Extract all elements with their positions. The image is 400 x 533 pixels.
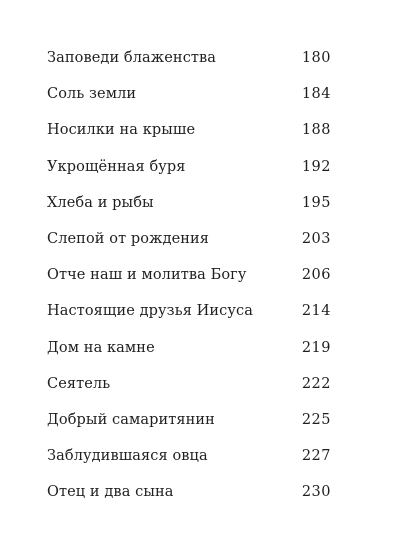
toc-entry bbox=[47, 185, 331, 221]
toc-entry bbox=[47, 221, 331, 257]
toc-entry-page-number: 180 bbox=[301, 50, 331, 66]
toc-entry-title: Сеятель bbox=[47, 375, 111, 392]
toc-entry-page-number: 227 bbox=[301, 448, 331, 465]
toc-entry bbox=[47, 438, 331, 474]
toc-entry bbox=[47, 293, 331, 329]
toc-entry-page-number: 222 bbox=[301, 375, 331, 392]
toc-entry bbox=[47, 402, 331, 438]
toc-entry bbox=[47, 366, 331, 402]
toc-entry-title: Настоящие друзья Иисуса bbox=[47, 303, 253, 320]
toc-entry-title: Укрощённая буря bbox=[47, 158, 186, 175]
toc-entry-title: Отец и два сына bbox=[47, 484, 174, 501]
toc-entry-title: Отче наш и молитва Богу bbox=[47, 267, 247, 284]
toc-entry-title: Дом на камне bbox=[47, 339, 155, 356]
toc-entry bbox=[47, 40, 331, 76]
toc-entry bbox=[47, 257, 331, 293]
toc-entry-title: Носилки на крыше bbox=[47, 122, 196, 139]
toc-entry bbox=[47, 112, 331, 148]
toc-entry bbox=[47, 149, 331, 185]
toc-entry bbox=[47, 330, 331, 366]
toc-entry-title: Заблудившаяся овца bbox=[47, 448, 208, 465]
toc-entry-title: Соль земли bbox=[47, 86, 137, 103]
toc-entry-title: Слепой от рождения bbox=[47, 230, 210, 247]
toc-entry-page-number: 195 bbox=[301, 194, 331, 211]
toc-entry-title: Заповеди блаженства bbox=[47, 50, 217, 66]
toc-entry-page-number: 219 bbox=[301, 339, 331, 356]
toc-entry-page-number: 184 bbox=[301, 86, 331, 103]
toc-entry-page-number: 214 bbox=[301, 303, 331, 320]
toc-entry-title: Хлеба и рыбы bbox=[47, 194, 154, 211]
toc-entry bbox=[47, 474, 331, 510]
toc-entry-page-number: 188 bbox=[301, 122, 331, 139]
toc-entry-page-number: 206 bbox=[301, 267, 331, 284]
toc-entry-page-number: 225 bbox=[301, 411, 331, 428]
toc-entry-page-number: 192 bbox=[301, 158, 331, 175]
toc-entry bbox=[47, 76, 331, 112]
toc-entry-page-number: 230 bbox=[301, 484, 331, 501]
table-of-contents bbox=[47, 40, 331, 510]
toc-entry-title: Добрый самаритянин bbox=[47, 411, 215, 428]
toc-entry-page-number: 203 bbox=[301, 230, 331, 247]
